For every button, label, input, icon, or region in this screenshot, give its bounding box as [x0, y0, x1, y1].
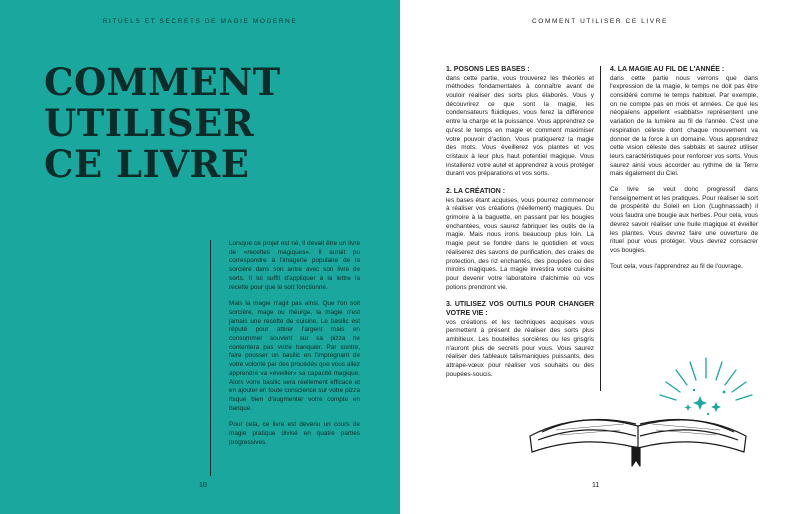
section-body: Ce livre se veut donc progressif dans l'enseignement et les pratiques. Pour réaliser le sort de prospérité du Soleil en Lion (Lughnassadh) il vous faudra une bougie aux herbes. Pour cela, vous devrez savoir réaliser une huile magique et éveiller les plantes. Vous devrez faire une ouverture de rituel pour vous protéger. Vous devrez consacrer vos bougies. [610, 186, 758, 254]
intro-paragraph: Lorsque ce projet est né, il devait être un livre de «recettes magiques». Il aurait pu correspondre à l'imagerie populaire de la sorcière dans son antre avec son livre de sorts. Il lui suffit d'appliquer à la lettre la recette pour que le sort fonctionne. [229, 240, 360, 291]
section-heading: 2. LA CRÉATION : [446, 188, 506, 196]
title-line-2: UTILISER [44, 101, 255, 145]
section-heading: 1. POSONS LES BASES : [446, 66, 530, 73]
section-body: dans cette partie nous verrons que dans l'expression de la magie, le temps ne doit pas être considéré comme le temps habituel. Par exemple, on ne compte pas en mois et années. Ce que les néopaïens appellent «sabbats» représentent une variation de la lumière au fil de l'année. C'est une respiration céleste dont chaque mouvement va donner de la force à un domaine. Vous apprendrez cette vision céleste des sabbats et saurez utiliser leurs caractéristiques pour renforcer vos sorts. Vous saurez ainsi vous accorder au rythme de la Terre mais également du Ciel. [610, 74, 758, 178]
intro-paragraph: Mais la magie n'agit pas ainsi. Que l'on soit sorcière, mage ou théurge, la magie n'est jamais une recette de cuisine. Le basilic est réputé pour attirer l'argent mais en consommer souvent sur sa pizza ne contentera pas votre banquier. Par contre, faire pousser un basilic en l'imprégnant de votre volonté par des procédés que vous allez apprendre va «éveiller» sa capacité magique. Alors votre basilic sera réellement efficace et en ajouter en toute conscience sur votre pizza risque bien d'augmenter votre compte en banque. [229, 300, 360, 412]
running-head-right: COMMENT UTILISER CE LIVRE [532, 18, 668, 25]
section-heading: 4. LA MAGIE AU FIL DE L'ANNÉE : [610, 66, 725, 73]
running-head-left: RITUELS ET SECRETS DE MAGIE MODERNE [102, 18, 298, 25]
title-line-3: CE LIVRE [44, 142, 250, 186]
section-body: Tout cela, vous l'apprendrez au fil de l'ouvrage. [610, 262, 743, 270]
section-body: les bases étant acquises, vous pourrez commencer à réaliser vos créations (réellement) magiques. Du grimoire à la baguette, en passant par les bougies enchantées, vous saurez fabriquer les outils de la magie. Mais nous irons beaucoup plus loin. La magie peut se fondre dans le quotidien et vous réaliserez des savons de purification, des craies de protection, des riz enchantés, des poupées ou des miroirs magiques. La magie investira votre cuisine pour devenir votre laboratoire d'alchimie où vos potions prendront vie. [446, 196, 594, 291]
sparkle-rays [660, 358, 752, 400]
intro-text [210, 240, 360, 476]
section-body: vos créations et les techniques acquises vous permettent à présent de réaliser des sorts plus ambitieux. Les bouteilles sorcières ou les grisgris n'auront plus de secrets pour vous. Vous saurez réaliser des tableaux talismaniques puissants, des attrape-vœux pour réaliser vos souhaits ou des poupées-soucis. [446, 318, 594, 378]
page-title [44, 62, 374, 185]
open-book-illustration [520, 340, 760, 470]
text-column-2 [610, 66, 758, 280]
page-number-right: 11 [592, 482, 600, 489]
section-4 [610, 66, 758, 271]
book-shape [530, 420, 746, 467]
sparkle-stars [685, 389, 726, 415]
title-line-1: COMMENT [44, 60, 281, 104]
section-heading: 3. UTILISEZ VOS OUTILS POUR CHANGER VOTRE VIE : [446, 301, 594, 317]
right-page [400, 0, 800, 514]
section-1 [446, 66, 594, 179]
intro-paragraph: Pour cela, ce livre est devenu un cours de magie pratique divisé en quatre parties progressives. [229, 421, 360, 446]
section-2 [446, 188, 594, 292]
section-body: dans cette partie, vous trouverez les théories et méthodes fondamentales à connaître avant de vouloir réaliser des sorts plus élaborés. Vous y découvrirez ce que sont la magie, les condensateurs fluidiques, vous ferez la différence entre la charge et la puissance. Vous apprendrez ce qu'est le temps en magie et comment maximiser votre pouvoir d'action. Vous pratiquerez la magie des mots. Vous éveillerez vos plantes et vos cristaux à leur plus haut potentiel magique. Vous installerez votre autel et apprendrez à vous protéger durant vos préparations et vos sorts. [446, 74, 594, 178]
page-number-left: 10 [199, 482, 207, 489]
